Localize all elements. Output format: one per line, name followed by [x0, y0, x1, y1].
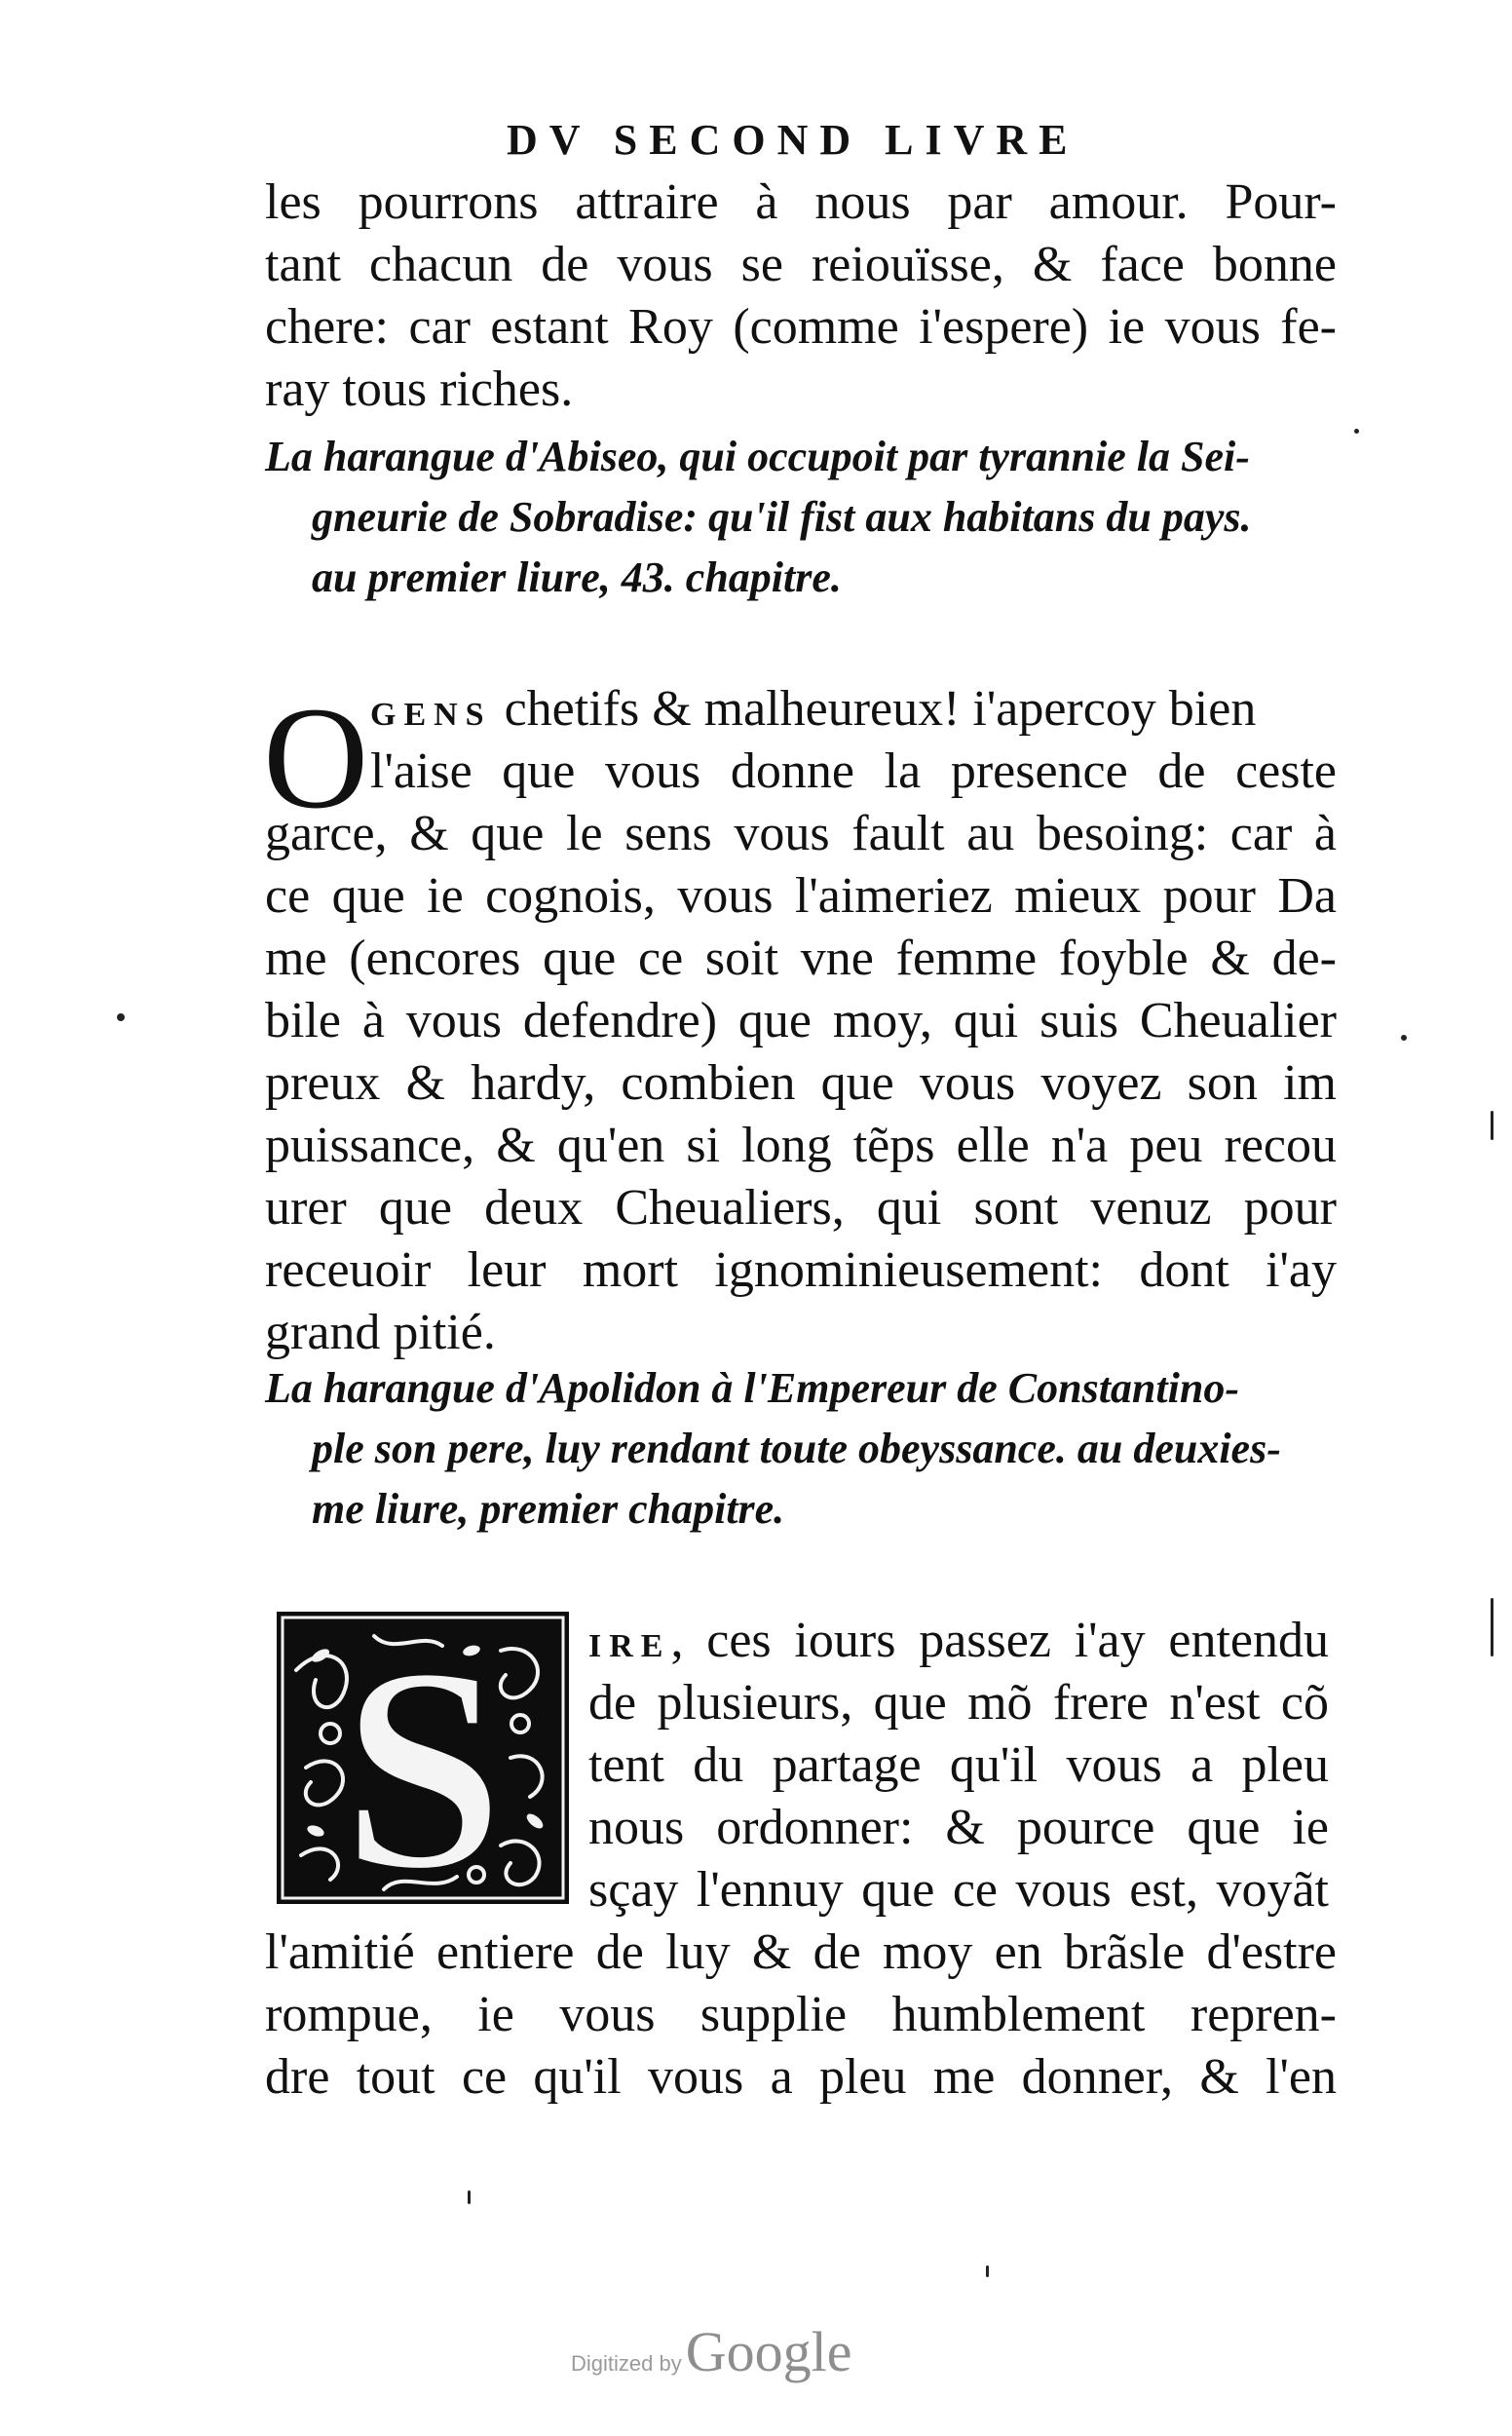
- section-3-opening: [588, 1610, 1329, 1922]
- drop-cap-letter: S: [341, 1612, 505, 1904]
- section-1-paragraph: [265, 171, 1337, 421]
- scan-speck: [1354, 429, 1359, 434]
- text-line: les pourrons attraire à nous par amour. Pour-: [265, 174, 1337, 230]
- text-line: me (encores que ce soit vne femme foyble & de-: [265, 931, 1337, 986]
- heading-line: La harangue d'Abiseo, qui occupoit par tyrannie la Sei-: [265, 433, 1250, 480]
- text-line: nous ordonner: & pource que ie: [588, 1800, 1329, 1855]
- section-3-paragraph: [265, 1922, 1337, 2109]
- drop-cap-o: O: [263, 677, 369, 839]
- text-line: ray tous riches.: [265, 362, 574, 417]
- heading-line: ple son pere, luy rendant toute obeyssance. au deuxies-: [312, 1425, 1281, 1472]
- floral-ornament-icon: [277, 1612, 569, 1904]
- text-line: tant chacun de vous se reiouïsse, & face bonne: [265, 237, 1337, 292]
- text-line: receuoir leur mort ignominieusement: dont i'ay: [265, 1242, 1337, 1298]
- text-line: [588, 1610, 1329, 1672]
- text-line: l'aise que vous donne la presence de ceste: [370, 743, 1337, 799]
- text-line: ce que ie cognois, vous l'aimeriez mieux pour Da: [265, 868, 1337, 924]
- heading-line: me liure, premier chapitre.: [312, 1485, 785, 1533]
- small-caps-word: GENS: [370, 697, 492, 733]
- text-line: urer que deux Cheualiers, qui sont venuz pour: [265, 1180, 1337, 1236]
- scan-speck: [1491, 1598, 1493, 1656]
- text-line: grand pitié.: [265, 1305, 496, 1360]
- text-line: de plusieurs, que mõ frere n'est cõ: [588, 1675, 1329, 1731]
- small-caps-word: IRE: [588, 1628, 671, 1664]
- text-line: rompue, ie vous supplie humblement repren-: [265, 1987, 1337, 2042]
- ornamental-drop-cap-s: [277, 1612, 569, 1904]
- section-2-paragraph: [265, 803, 1337, 1364]
- watermark-logo-text: Google: [685, 2320, 852, 2383]
- text-line: garce, & que le sens vous fault au besoing: car à: [265, 806, 1337, 861]
- text-line: tent du partage qu'il vous a pleu: [588, 1737, 1329, 1793]
- text-line: bile à vous defendre) que moy, qui suis Cheualier: [265, 993, 1337, 1048]
- text-line: dre tout ce qu'il vous a pleu me donner, & l'en: [265, 2049, 1337, 2105]
- scan-speck: [468, 2190, 471, 2204]
- watermark-small-text: Digitized by: [571, 2351, 682, 2376]
- text-line: [370, 678, 1337, 741]
- text-fragment: chetifs & malheureux! i'apercoy bien: [491, 681, 1257, 737]
- heading-line: au premier liure, 43. chapitre.: [312, 553, 842, 601]
- heading-line: La harangue d'Apolidon à l'Empereur de Constantino-: [265, 1364, 1239, 1412]
- chapter-heading-2: [265, 1358, 1337, 1540]
- digitized-by-google-watermark: [571, 2319, 961, 2384]
- scan-speck: [1401, 1035, 1407, 1041]
- section-2-opening: [370, 678, 1337, 803]
- heading-line: gneurie de Sobradise: qu'il fist aux habitans du pays.: [312, 493, 1252, 541]
- text-line: l'amitié entiere de luy & de moy en brãsle d'estre: [265, 1924, 1337, 1980]
- text-line: sçay l'ennuy que ce vous est, voyãt: [588, 1862, 1329, 1918]
- text-fragment: , ces iours passez i'ay entendu: [670, 1613, 1329, 1668]
- scan-speck: [117, 1013, 125, 1021]
- text-line: puissance, & qu'en si long tẽps elle n'a peu recou: [265, 1118, 1337, 1173]
- scan-speck: [1491, 1111, 1493, 1140]
- text-line: chere: car estant Roy (comme i'espere) ie vous fe-: [265, 299, 1337, 355]
- chapter-heading-1: [265, 427, 1337, 608]
- scan-speck: [986, 2265, 989, 2277]
- text-line: preux & hardy, combien que vous voyez son im: [265, 1055, 1337, 1111]
- running-head: DV SECOND LIVRE: [507, 116, 1079, 164]
